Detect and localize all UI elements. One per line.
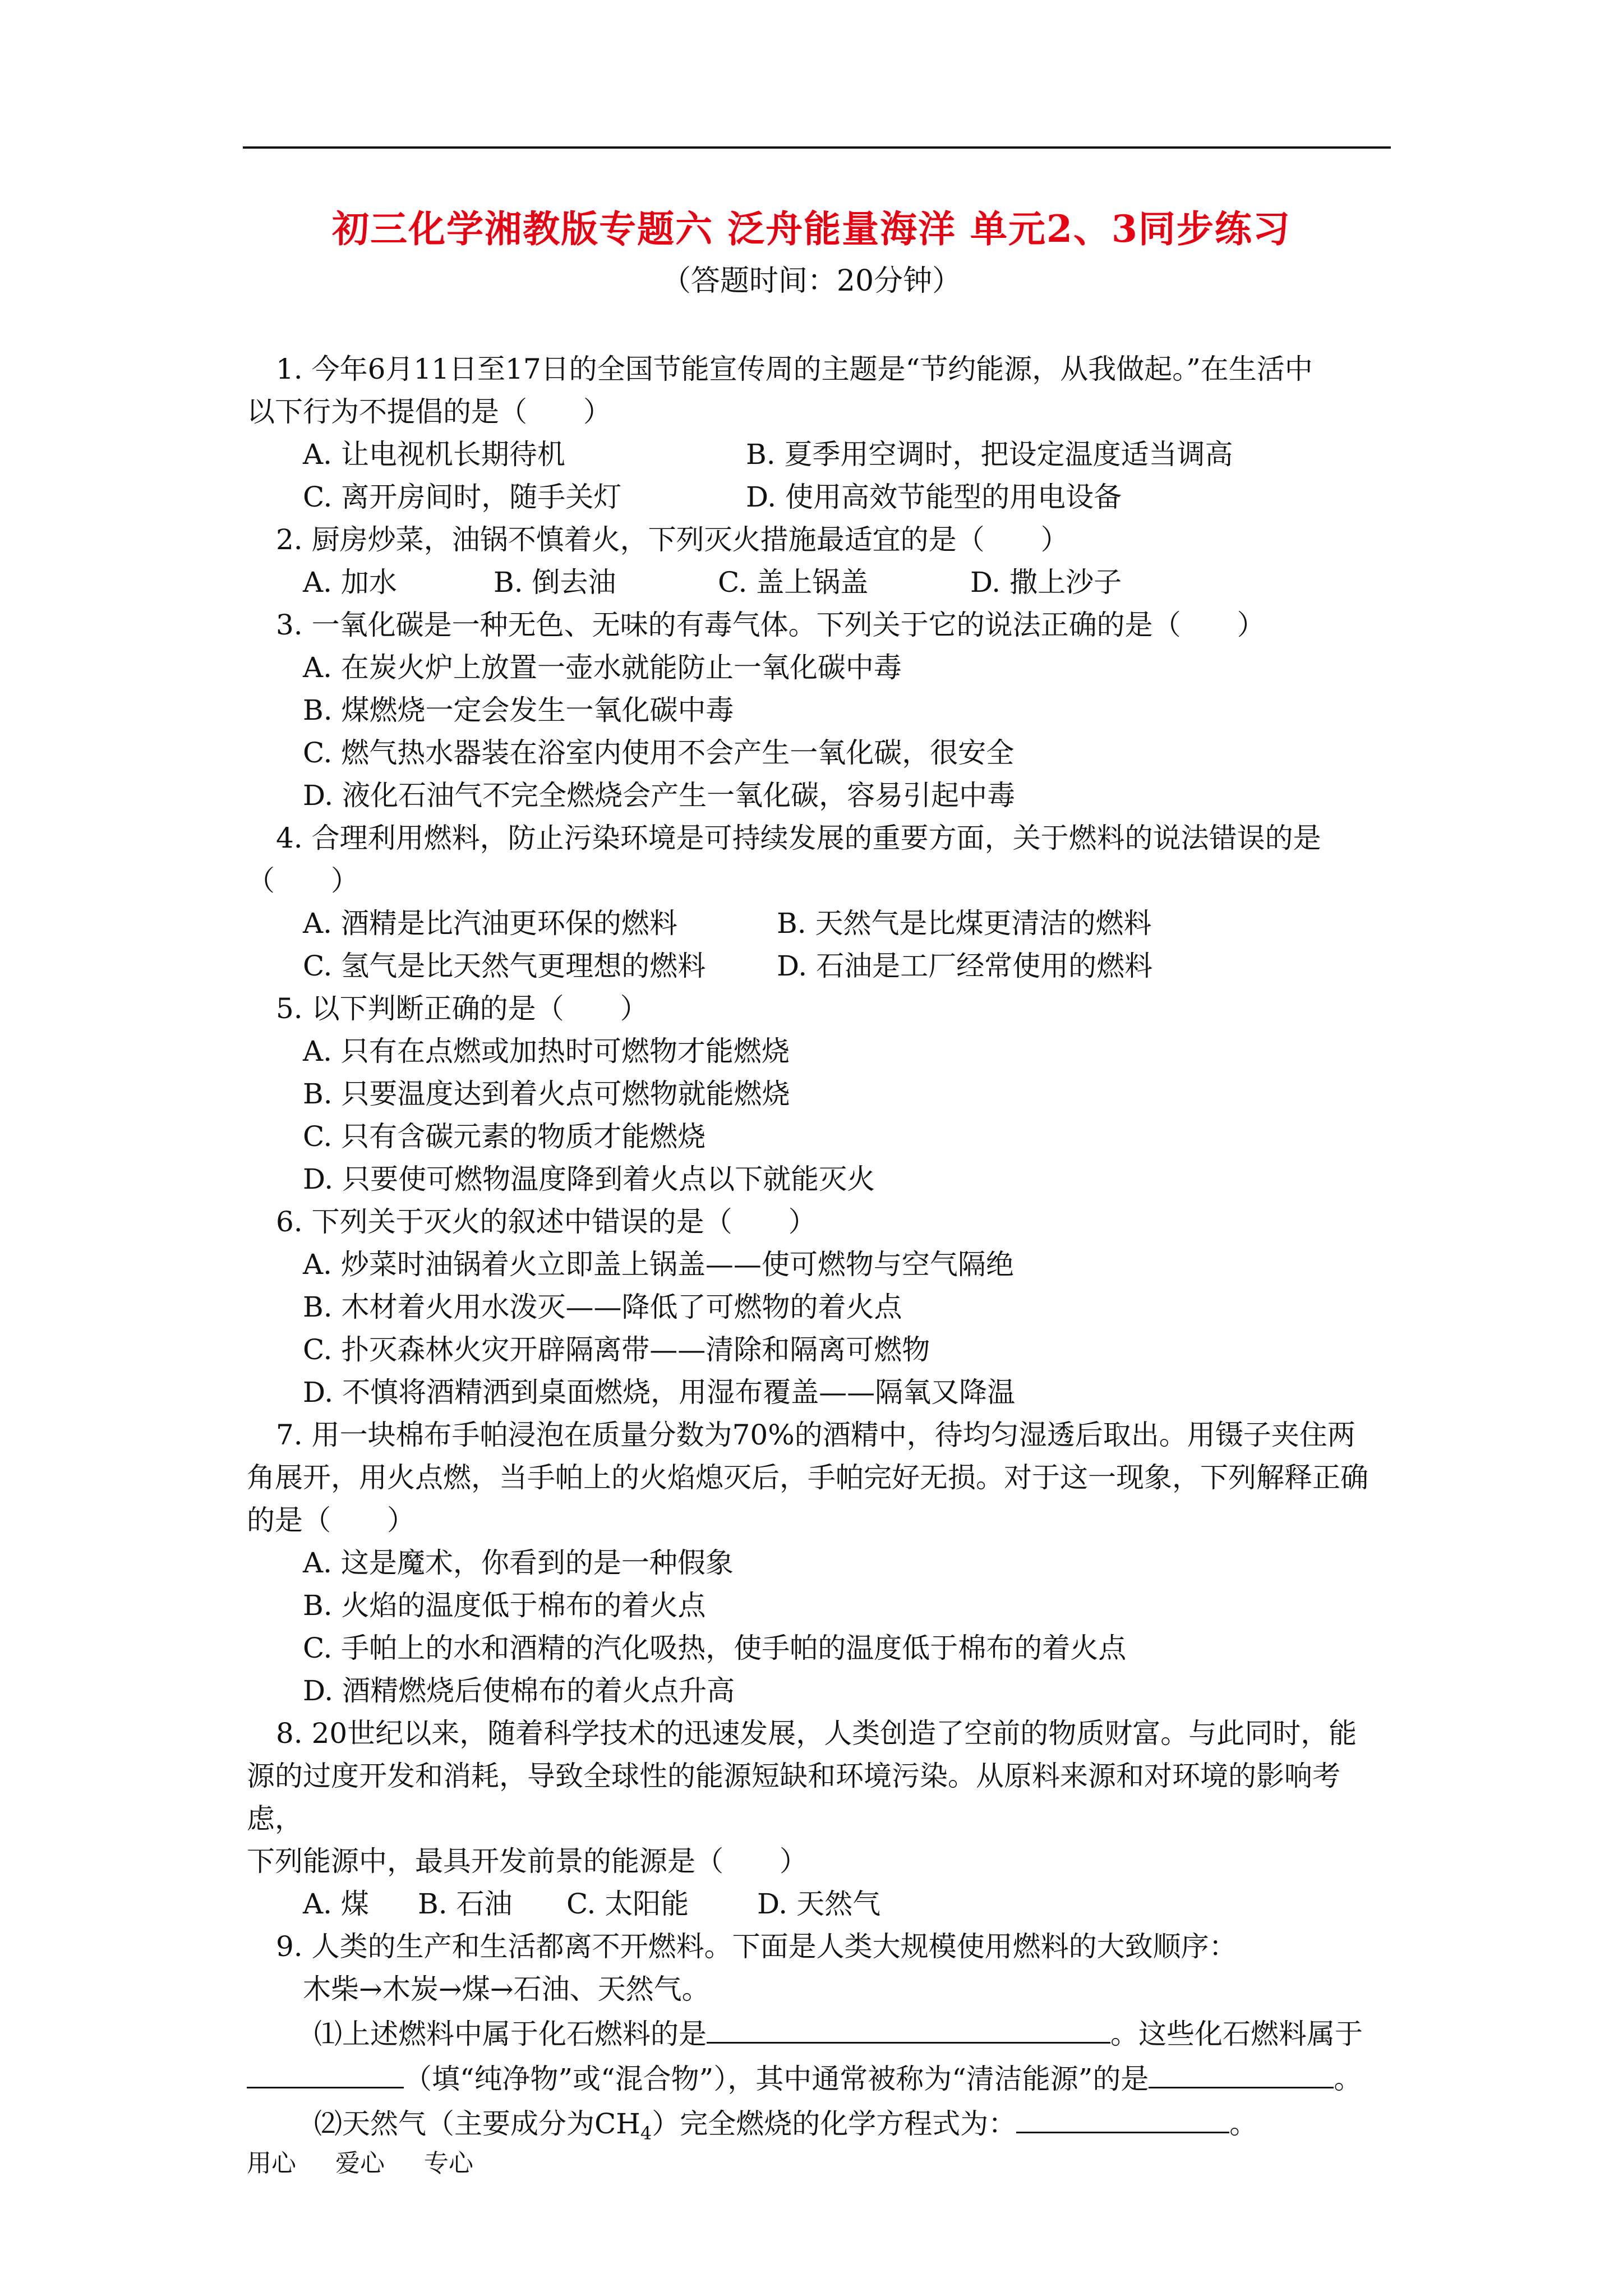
question-3-option-c: C. 燃气热水器装在浴室内使用不会产生一氧化碳，很安全 xyxy=(303,737,1015,769)
question-9-part-1 xyxy=(247,2010,1391,2055)
question-9-part-1-text-b: 。这些化石燃料属于 xyxy=(1110,2018,1363,2050)
question-9-part-1-text-a: ⑴上述燃料中属于化石燃料的是 xyxy=(314,2018,707,2050)
question-9-fuel-sequence: 木柴→木炭→煤→石油、天然气。 xyxy=(303,1973,710,2005)
question-6-option-c: C. 扑灭森林火灾开辟隔离带——清除和隔离可燃物 xyxy=(303,1333,930,1366)
question-5-option-a: A. 只有在点燃或加热时可燃物才能燃烧 xyxy=(303,1035,790,1068)
question-7-option-c: C. 手帕上的水和酒精的汽化吸热，使手帕的温度低于棉布的着火点 xyxy=(303,1632,1127,1664)
question-9-part-1-end: 。 xyxy=(1334,2063,1362,2095)
question-7-stem-end: 的是（ ） xyxy=(247,1504,415,1536)
question-8-option-b: B. 石油 xyxy=(418,1888,513,1920)
question-9-stem: 9. 人类的生产和生活都离不开燃料。下面是人类大规模使用燃料的大致顺序： xyxy=(276,1930,1237,1963)
question-7-option-a: A. 这是魔术，你看到的是一种假象 xyxy=(303,1547,734,1579)
question-7-option-d: D. 酒精燃烧后使棉布的着火点升高 xyxy=(303,1674,735,1707)
question-9-part-2-text-b: ）完全燃烧的化学方程式为： xyxy=(652,2108,1017,2140)
question-9-part-1-cont xyxy=(247,2055,1391,2100)
question-8-option-c: C. 太阳能 xyxy=(566,1888,689,1920)
methane-subscript: 4 xyxy=(640,2123,652,2144)
question-8-stem: 8. 20世纪以来，随着科学技术的迅速发展，人类创造了空前的物质财富。与此同时，能 xyxy=(276,1717,1357,1750)
question-7-stem: 7. 用一块棉布手帕浸泡在质量分数为70%的酒精中，待均匀湿透后取出。用镊子夹住两 xyxy=(276,1419,1355,1451)
question-6-option-d: D. 不慎将酒精洒到桌面燃烧，用湿布覆盖——隔氧又降温 xyxy=(303,1376,1016,1409)
question-3-option-d: D. 液化石油气不完全燃烧会产生一氧化碳，容易引起中毒 xyxy=(303,779,1016,812)
footer-word-2: 爱心 xyxy=(335,2149,385,2178)
question-5-stem: 5. 以下判断正确的是（ ） xyxy=(276,992,648,1025)
header-rule xyxy=(243,146,1391,149)
question-6-stem: 6. 下列关于灭火的叙述中错误的是（ ） xyxy=(276,1205,817,1238)
question-2-option-d: D. 撒上沙子 xyxy=(970,566,1122,599)
question-2-option-b: B. 倒去油 xyxy=(494,566,616,599)
question-4-options-row-2 xyxy=(247,945,1391,987)
question-3-option-b: B. 煤燃烧一定会发生一氧化碳中毒 xyxy=(303,694,734,726)
question-8-stem-end: 下列能源中，最具开发前景的能源是（ ） xyxy=(247,1845,808,1878)
question-2-options xyxy=(247,561,1391,604)
question-1-option-d: D. 使用高效节能型的用电设备 xyxy=(746,481,1122,513)
question-8-stem-cont: 源的过度开发和消耗，导致全球性的能源短缺和环境污染。从原料来源和对环境的影响考虑， xyxy=(247,1760,1340,1835)
equation-answer-blank[interactable] xyxy=(1016,2100,1229,2133)
question-9-part-2-text-a: ⑵天然气（主要成分为CH xyxy=(314,2108,640,2140)
question-5-option-d: D. 只要使可燃物温度降到着火点以下就能灭火 xyxy=(303,1163,875,1195)
question-4-stem: 4. 合理利用燃料，防止污染环境是可持续发展的重要方面，关于燃料的说法错误的是（ ） xyxy=(247,822,1321,897)
question-4-option-a: A. 酒精是比汽油更环保的燃料 xyxy=(303,907,677,940)
substance-type-answer-blank[interactable] xyxy=(247,2055,404,2088)
question-5-option-b: B. 只要温度达到着火点可燃物就能燃烧 xyxy=(303,1078,790,1110)
page-title: 初三化学湘教版专题六 泛舟能量海洋 单元2、3同步练习 xyxy=(332,207,1291,251)
question-8-options xyxy=(247,1883,1391,1925)
question-3-stem: 3. 一氧化碳是一种无色、无味的有毒气体。下列关于它的说法正确的是（ ） xyxy=(276,609,1265,641)
question-7-stem-cont: 角展开，用火点燃，当手帕上的火焰熄灭后，手帕完好无损。对于这一现象，下列解释正确 xyxy=(247,1461,1368,1494)
question-2-stem: 2. 厨房炒菜，油锅不慎着火，下列灭火措施最适宜的是（ ） xyxy=(276,523,1069,556)
question-4-option-b: B. 天然气是比煤更清洁的燃料 xyxy=(777,907,1152,940)
question-1-option-b: B. 夏季用空调时，把设定温度适当调高 xyxy=(746,438,1233,471)
question-1-option-a: A. 让电视机长期待机 xyxy=(303,438,565,471)
question-4-option-d: D. 石油是工厂经常使用的燃料 xyxy=(777,950,1153,982)
question-7-option-b: B. 火焰的温度低于棉布的着火点 xyxy=(303,1589,706,1622)
question-2-option-c: C. 盖上锅盖 xyxy=(718,566,869,599)
question-9-part-1-text-c: （填“纯净物”或“混合物”），其中通常被称为“清洁能源”的是 xyxy=(404,2063,1149,2095)
question-1-stem-cont: 以下行为不提倡的是（ ） xyxy=(247,395,611,428)
question-4-options-row-1 xyxy=(247,902,1391,945)
question-4-option-c: C. 氢气是比天然气更理想的燃料 xyxy=(303,950,706,982)
question-3-option-a: A. 在炭火炉上放置一壶水就能防止一氧化碳中毒 xyxy=(303,651,902,684)
question-8-option-d: D. 天然气 xyxy=(757,1888,881,1920)
question-5-option-c: C. 只有含碳元素的物质才能燃烧 xyxy=(303,1120,706,1153)
question-9-part-2 xyxy=(247,2100,1391,2145)
question-1-options-row-1 xyxy=(247,433,1391,476)
question-8-option-a: A. 煤 xyxy=(303,1888,369,1920)
question-1-options-row-2 xyxy=(247,476,1391,518)
question-6-option-b: B. 木材着火用水泼灭——降低了可燃物的着火点 xyxy=(303,1291,902,1323)
question-9-part-2-end: 。 xyxy=(1229,2108,1258,2140)
page-footer xyxy=(247,2143,473,2179)
question-2-option-a: A. 加水 xyxy=(303,566,397,599)
question-list xyxy=(247,348,1391,2145)
question-1-option-c: C. 离开房间时，随手关灯 xyxy=(303,481,622,513)
page-subtitle: （答题时间：20分钟） xyxy=(661,264,962,298)
question-6-option-a: A. 炒菜时油锅着火立即盖上锅盖——使可燃物与空气隔绝 xyxy=(303,1248,1014,1281)
footer-word-3: 专心 xyxy=(424,2149,473,2178)
fossil-fuel-answer-blank[interactable] xyxy=(707,2010,1110,2044)
footer-word-1: 用心 xyxy=(247,2149,296,2178)
question-1-stem: 1. 今年6月11日至17日的全国节能宣传周的主题是“节约能源，从我做起。”在生活中 xyxy=(276,353,1313,385)
clean-energy-answer-blank[interactable] xyxy=(1149,2055,1334,2088)
